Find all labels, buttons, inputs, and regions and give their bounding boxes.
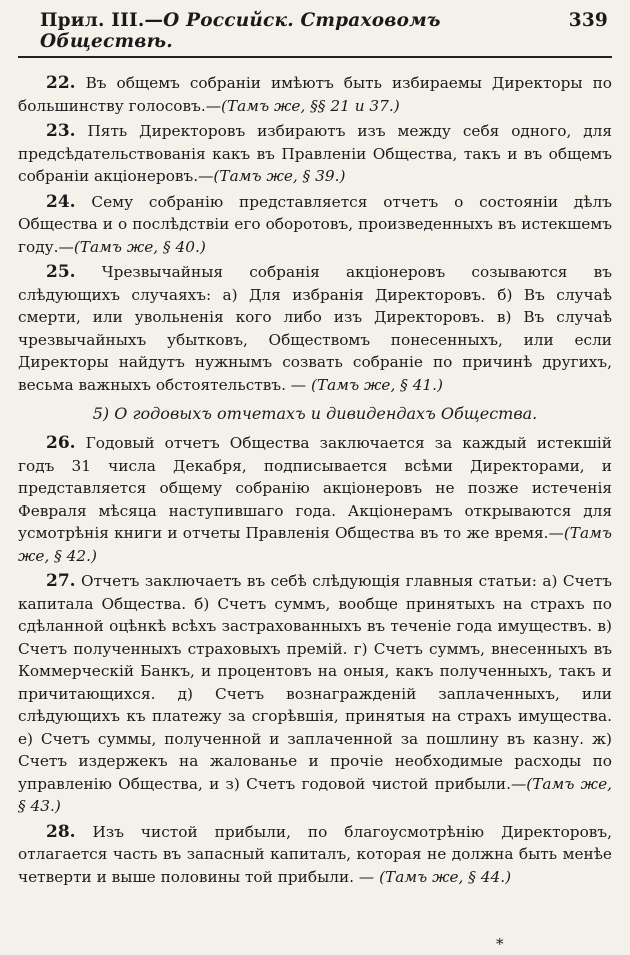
running-title [40,10,569,52]
paragraph-text: Чрезвычайныя собранія акціонеровъ созываются въ слѣдующихъ случаяхъ: а) Для избранія Директоровъ. б) Въ случаѣ смерти, или увольненія кого либо изъ Директоровъ. в) Въ случаѣ чрезвычайныхъ убытковъ, Обществомъ понесенныхъ, или если Директоры найдутъ нужнымъ созвать собраніе по причинѣ другихъ, весьма важныхъ обстоятельствъ. — [18,263,612,394]
paragraph-text: Въ общемъ собраніи имѣютъ быть избираемы Директоры по большинству голосовъ. [18,74,612,115]
paragraph-reference: —(Тамъ же, § 39.) [198,167,346,185]
paragraph-reference: —(Тамъ же, § 42.) [18,524,612,565]
paragraph-number: 26. [46,433,76,453]
paragraph-text: Сему собранію представляется отчетъ о состояніи дѣлъ Общества и о послѣдствіи его оборотовъ, произведенныхъ въ истекшемъ году. [18,192,612,256]
paragraph-reference: (Тамъ же, § 41.) [310,375,443,394]
signature-mark: * [496,935,504,953]
paragraph-27 [18,570,612,818]
running-head [18,10,612,56]
paragraph-number: 27. [46,571,76,591]
paragraph-reference: (Тамъ же, § 44.) [379,867,512,886]
paragraph-number: 22. [46,73,76,93]
paragraph-number: 28. [46,821,76,842]
paragraph-text: Годовый отчетъ Общества заключается за каждый истекшій годъ 31 числа Декабря, подписывается всѣми Директорами, и представляется общему собранію акціонеровъ не позже истеченія Февраля мѣсяца наступившаго года. Акціонерамъ открываются для усмотрѣнія книги и отчеты Правленія Общества въ то же время. [18,434,612,542]
paragraph-26 [18,432,612,567]
paragraph-text: Изъ чистой прибыли, по благоусмотрѣнію Директоровъ, отлагается часть въ запасный капиталъ, которая не должна быть менѣе четверти и выше половины той прибыли. — [18,822,612,886]
appendix-label: Прил. III. [40,10,145,31]
paragraph-22 [18,72,612,117]
paragraph-text: Пять Директоровъ избираютъ изъ между себя одного, для предсѣдательствованія какъ въ Правленіи Общества, такъ и въ общемъ собраніи акціонеровъ. [18,122,612,185]
chapter-title: —О Российск. Страховомъ Обществѣ. [40,10,441,52]
paragraph-number: 24. [46,191,76,212]
paragraph-28 [18,821,612,889]
header-rule [18,56,612,58]
paragraph-reference: —(Тамъ же, § 40.) [58,237,206,256]
section-heading: 5) О годовыхъ отчетахъ и дивидендахъ Общества. [92,404,538,423]
paragraph-25 [18,261,612,396]
paragraph-text: Отчетъ заключаетъ въ себѣ слѣдующія главныя статьи: а) Счетъ капитала Общества. б) Счетъ суммъ, вообще принятыхъ на страхъ по сдѣланной оцѣнкѣ всѣхъ застрахованныхъ въ теченіе года имуществъ. в) Счетъ полученныхъ страховыхъ премій. г) Счетъ суммъ, внесенныхъ въ Коммерческій Банкъ, и процентовъ на оныя, какъ полученныхъ, такъ и причитающихся. д) Счетъ вознагражденій заплаченныхъ, или слѣдующихъ къ платежу за сгорѣвшія, принятыя на страхъ имущества. е) Счетъ суммы, полученной и заплаченной за пошлину въ казну. ж) Счетъ издержекъ на жалованье и прочіе необходимые расходы по управленію Общества, и з) Счетъ годовой чистой прибыли. [18,572,612,793]
paragraph-number: 25. [46,262,76,282]
paragraph-reference: —(Тамъ же, §§ 21 и 37.) [205,96,400,115]
paragraph-reference: —(Тамъ же, § 43.) [18,774,612,815]
paragraph-23 [18,120,612,188]
page-number: 339 [568,10,608,31]
paragraph-number: 23. [46,121,76,141]
paragraph-24 [18,191,612,259]
